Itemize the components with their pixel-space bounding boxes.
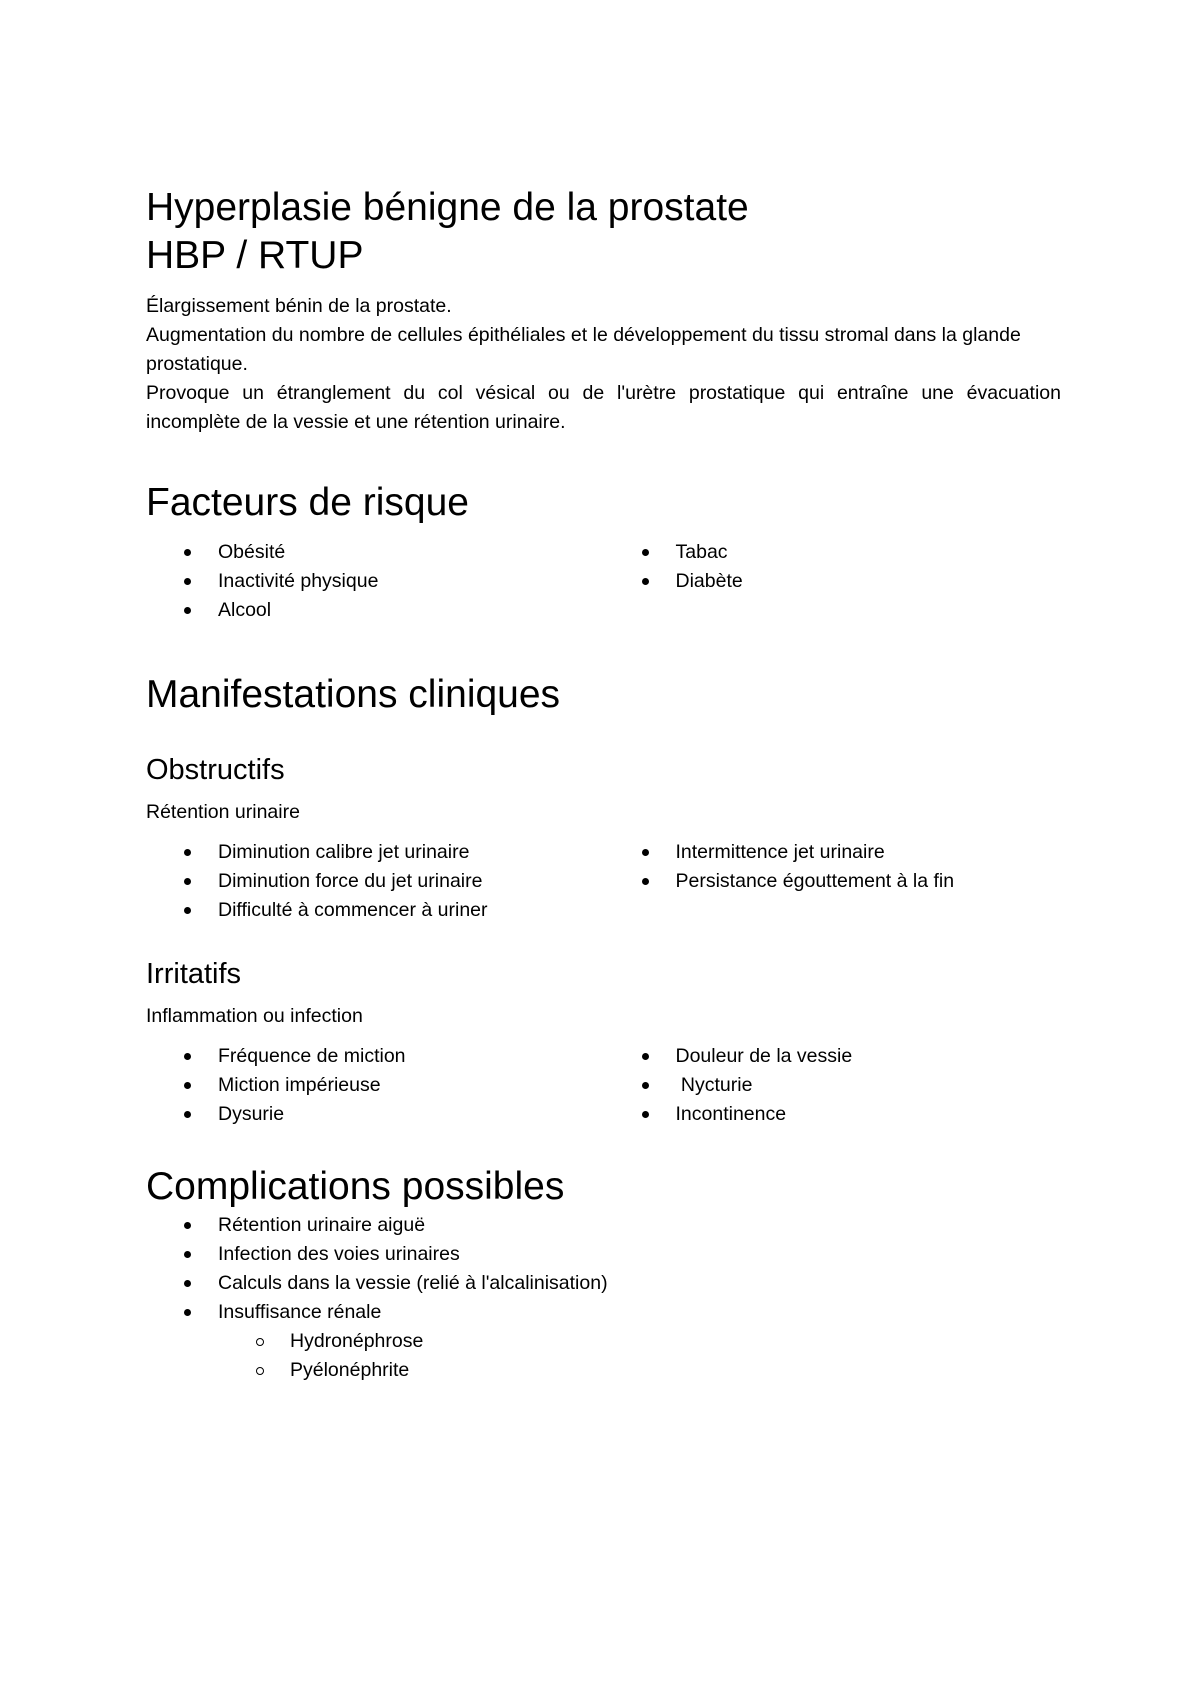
irritative-subtitle: Inflammation ou infection [146, 1005, 363, 1027]
complications-heading: Complications possibles [146, 1165, 565, 1208]
bullet-icon [184, 1251, 191, 1258]
renal-sublist [218, 1327, 1061, 1385]
list-item: Rétention urinaire aiguë [184, 1211, 1061, 1240]
irritative-heading: Irritatifs [146, 958, 242, 990]
intro-line: Augmentation du nombre de cellules épithéliales et le développement du tissu stromal dans la glande prostatique. [146, 324, 1021, 375]
list-item: Persistance égouttement à la fin [642, 867, 1062, 896]
complications-section [146, 1163, 1061, 1385]
bullet-icon [642, 849, 649, 856]
bullet-icon [642, 1053, 649, 1060]
list-item: Nycturie [642, 1071, 1062, 1100]
risk-factors-columns [146, 538, 1061, 625]
obstructive-heading: Obstructifs [146, 754, 285, 786]
list-item: Fréquence de miction [184, 1042, 604, 1071]
list-item: Dysurie [184, 1100, 604, 1129]
bullet-icon [184, 907, 191, 914]
list-item: Incontinence [642, 1100, 1062, 1129]
list-item: Difficulté à commencer à uriner [184, 896, 604, 925]
risk-factors-list-right [604, 538, 1062, 596]
bullet-icon [184, 607, 191, 614]
list-item: Diminution calibre jet urinaire [184, 838, 604, 867]
bullet-icon [642, 878, 649, 885]
bullet-icon [642, 1111, 649, 1118]
bullet-icon [184, 1309, 191, 1316]
obstructive-subsection [146, 752, 1061, 925]
list-item: Diabète [642, 567, 1062, 596]
sub-list-item: Hydronéphrose [256, 1327, 1061, 1356]
bullet-icon [184, 1053, 191, 1060]
bullet-icon [642, 578, 649, 585]
irritative-list-right [604, 1042, 1062, 1129]
bullet-icon [184, 549, 191, 556]
list-item: Insuffisance rénale Hydronéphrose Pyélonéphrite [184, 1298, 1061, 1385]
intro-paragraph [146, 292, 1061, 437]
bullet-icon [184, 1222, 191, 1229]
hollow-bullet-icon [256, 1367, 264, 1375]
title-line-2: HBP / RTUP [146, 234, 364, 277]
bullet-icon [184, 578, 191, 585]
irritative-list-left [146, 1042, 604, 1129]
document-page [146, 184, 1061, 1385]
risk-factors-section [146, 479, 1061, 625]
list-item: Obésité [184, 538, 604, 567]
list-item: Diminution force du jet urinaire [184, 867, 604, 896]
clinical-section [146, 671, 1061, 1129]
sub-list-item: Pyélonéphrite [256, 1356, 1061, 1385]
list-item: Intermittence jet urinaire [642, 838, 1062, 867]
intro-line: Élargissement bénin de la prostate. [146, 295, 452, 317]
list-item: Douleur de la vessie [642, 1042, 1062, 1071]
clinical-heading: Manifestations cliniques [146, 673, 561, 716]
irritative-subsection [146, 956, 1061, 1129]
list-item: Alcool [184, 596, 604, 625]
irritative-columns [146, 1042, 1061, 1129]
obstructive-columns [146, 838, 1061, 925]
obstructive-subtitle: Rétention urinaire [146, 801, 300, 823]
obstructive-list-right [604, 838, 1062, 896]
bullet-icon [184, 1280, 191, 1287]
bullet-icon [184, 1111, 191, 1118]
list-item: Tabac [642, 538, 1062, 567]
complications-list [146, 1211, 1061, 1385]
title-line-1: Hyperplasie bénigne de la prostate [146, 186, 749, 229]
risk-factors-list-left [146, 538, 604, 625]
obstructive-list-left [146, 838, 604, 925]
hollow-bullet-icon [256, 1338, 264, 1346]
bullet-icon [184, 878, 191, 885]
bullet-icon [642, 549, 649, 556]
bullet-icon [184, 849, 191, 856]
risk-factors-heading: Facteurs de risque [146, 481, 469, 524]
list-item: Miction impérieuse [184, 1071, 604, 1100]
bullet-icon [642, 1082, 649, 1089]
list-item: Infection des voies urinaires [184, 1240, 1061, 1269]
list-item: Inactivité physique [184, 567, 604, 596]
intro-line: Provoque un étranglement du col vésical ou de l'urètre prostatique qui entraîne une évacuation incomplète de la vessie et une rétention urinaire. [146, 382, 1061, 433]
list-item: Calculs dans la vessie (relié à l'alcalinisation) [184, 1269, 1061, 1298]
bullet-icon [184, 1082, 191, 1089]
document-title [146, 184, 1061, 280]
